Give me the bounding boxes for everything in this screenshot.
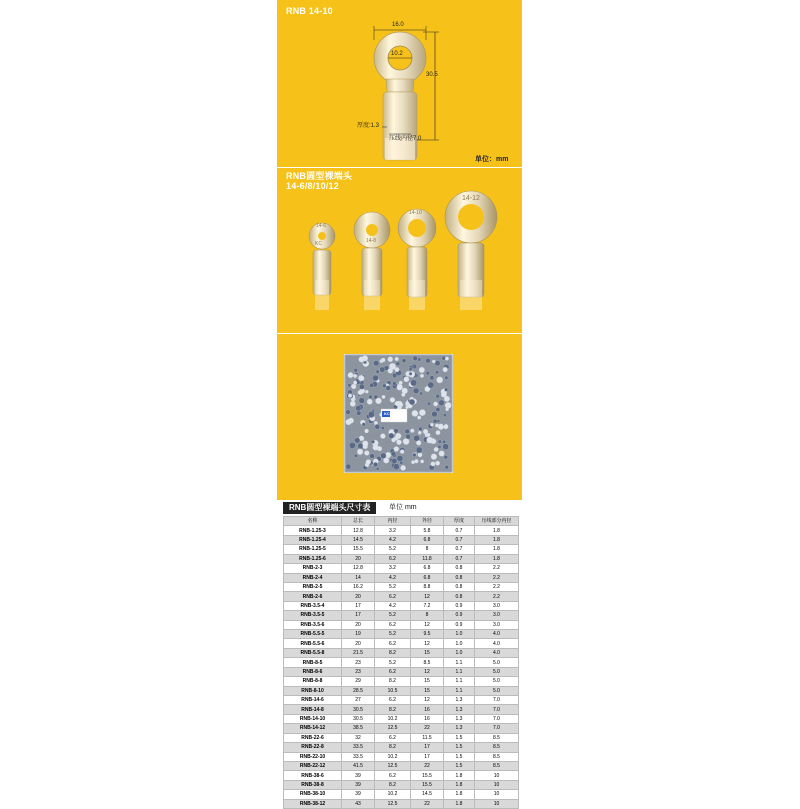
header-length: 总长: [342, 517, 375, 526]
title-line-1: RNB圆型裸端头: [286, 171, 353, 181]
table-cell: 10.5: [375, 686, 411, 695]
table-cell: 1.0: [444, 639, 475, 648]
table-cell: 2.2: [475, 573, 519, 582]
table-cell: RNB-22-6: [284, 733, 342, 742]
table-cell: 4.2: [375, 535, 411, 544]
table-cell: RNB-2-4: [284, 573, 342, 582]
table-cell: 10.2: [375, 752, 411, 761]
table-cell: 3.2: [375, 564, 411, 573]
table-cell: 6.2: [375, 733, 411, 742]
terminal-variants-image: [277, 168, 522, 333]
table-cell: RNB-1.25-4: [284, 535, 342, 544]
table-cell: 1.1: [444, 658, 475, 667]
table-unit: 单位 mm: [389, 504, 417, 511]
table-cell: 5.0: [475, 667, 519, 676]
table-cell: 0.7: [444, 535, 475, 544]
table-cell: RNB-3.5-5: [284, 611, 342, 620]
table-cell: 33.5: [342, 752, 375, 761]
table-cell: RNB-5.5-8: [284, 648, 342, 657]
table-cell: 17: [411, 743, 444, 752]
table-cell: 12.5: [375, 724, 411, 733]
table-cell: RNB-8-6: [284, 667, 342, 676]
table-cell: 12.5: [375, 799, 411, 808]
table-cell: 17: [342, 611, 375, 620]
table-cell: 41.5: [342, 761, 375, 770]
table-cell: RNB-14-8: [284, 705, 342, 714]
terminal-14-10: [398, 209, 436, 310]
table-cell: 12.8: [342, 564, 375, 573]
table-cell: RNB-14-12: [284, 724, 342, 733]
table-cell: 4.0: [475, 639, 519, 648]
table-cell: 6.2: [375, 771, 411, 780]
table-cell: 43: [342, 799, 375, 808]
size-table-section: [277, 501, 522, 807]
table-cell: RNB-2-6: [284, 592, 342, 601]
table-cell: 1.1: [444, 686, 475, 695]
table-row: [284, 592, 519, 601]
header-inner-diameter: 内径: [375, 517, 411, 526]
table-cell: RNB-8-5: [284, 658, 342, 667]
table-cell: 12: [411, 639, 444, 648]
table-cell: 4.2: [375, 573, 411, 582]
table-row: [284, 611, 519, 620]
table-cell: RNB-1.25-3: [284, 526, 342, 535]
table-cell: 9.5: [411, 630, 444, 639]
table-cell: 5.2: [375, 630, 411, 639]
table-cell: 17: [411, 752, 444, 761]
bag-brand-label: KC: [384, 411, 390, 416]
table-cell: 7.0: [475, 714, 519, 723]
product-variants-panel: [277, 168, 522, 333]
table-row: [284, 790, 519, 799]
height-dimension: 30.5: [426, 72, 438, 78]
table-row: [284, 743, 519, 752]
table-cell: 15.5: [411, 780, 444, 789]
table-cell: 14.5: [411, 790, 444, 799]
table-cell: 12: [411, 696, 444, 705]
table-cell: 6.2: [375, 620, 411, 629]
table-cell: 10: [475, 780, 519, 789]
table-cell: 1.1: [444, 677, 475, 686]
header-thickness: 厚度: [444, 517, 475, 526]
table-cell: 7.0: [475, 705, 519, 714]
table-cell: RNB-5.5-6: [284, 639, 342, 648]
table-cell: RNB-14-6: [284, 696, 342, 705]
table-cell: 14: [342, 573, 375, 582]
table-cell: 1.0: [444, 648, 475, 657]
table-cell: 20: [342, 592, 375, 601]
table-cell: 1.3: [444, 705, 475, 714]
table-cell: 29: [342, 677, 375, 686]
table-cell: 2.2: [475, 592, 519, 601]
table-cell: 4.2: [375, 601, 411, 610]
table-cell: RNB-38-6: [284, 771, 342, 780]
table-cell: 0.8: [444, 564, 475, 573]
table-cell: RNB-14-10: [284, 714, 342, 723]
table-cell: 22: [411, 724, 444, 733]
table-cell: 12: [411, 620, 444, 629]
table-cell: 8.2: [375, 648, 411, 657]
table-row: [284, 620, 519, 629]
table-cell: 15: [411, 648, 444, 657]
table-cell: 6.2: [375, 667, 411, 676]
table-cell: RNB-2-3: [284, 564, 342, 573]
table-row: [284, 535, 519, 544]
table-cell: 10.2: [375, 790, 411, 799]
table-row: [284, 761, 519, 770]
table-row: [284, 780, 519, 789]
table-cell: 1.5: [444, 743, 475, 752]
table-row: [284, 667, 519, 676]
table-cell: 6.2: [375, 554, 411, 563]
table-cell: 4.0: [475, 648, 519, 657]
table-cell: 1.3: [444, 724, 475, 733]
table-cell: 16.2: [342, 582, 375, 591]
table-cell: 1.3: [444, 696, 475, 705]
table-row: [284, 648, 519, 657]
table-cell: 3.0: [475, 620, 519, 629]
table-cell: 14.5: [342, 535, 375, 544]
stamp-14-8: 14-8: [366, 238, 377, 244]
table-cell: 0.7: [444, 545, 475, 554]
table-cell: 27: [342, 696, 375, 705]
table-cell: 17: [342, 601, 375, 610]
table-cell: 3.0: [475, 601, 519, 610]
table-cell: 28.5: [342, 686, 375, 695]
table-cell: RNB-2-5: [284, 582, 342, 591]
table-cell: RNB-38-12: [284, 799, 342, 808]
crimp-dimension: 压线内径7.0: [389, 136, 422, 142]
table-cell: 6.2: [375, 696, 411, 705]
table-cell: RNB-1.25-6: [284, 554, 342, 563]
table-cell: 1.0: [444, 630, 475, 639]
table-cell: 0.8: [444, 592, 475, 601]
table-row: [284, 582, 519, 591]
table-row: [284, 696, 519, 705]
table-cell: 1.8: [475, 535, 519, 544]
table-cell: RNB-22-12: [284, 761, 342, 770]
panel-title: RNB 14-10: [286, 6, 333, 16]
table-cell: 21.5: [342, 648, 375, 657]
table-cell: 33.5: [342, 743, 375, 752]
table-cell: 30.5: [342, 714, 375, 723]
table-cell: 5.2: [375, 611, 411, 620]
terminal-14-8: [354, 212, 390, 310]
table-row: [284, 714, 519, 723]
table-cell: 30.5: [342, 705, 375, 714]
table-row: [284, 733, 519, 742]
table-cell: 11.8: [411, 554, 444, 563]
table-cell: 2.2: [475, 582, 519, 591]
table-cell: RNB-1.25-5: [284, 545, 342, 554]
table-cell: 8: [411, 545, 444, 554]
table-cell: 39: [342, 780, 375, 789]
table-row: [284, 724, 519, 733]
inner-diameter-dimension: 10.2: [391, 51, 403, 57]
table-cell: 5.0: [475, 686, 519, 695]
table-cell: 1.3: [444, 714, 475, 723]
table-cell: 5.2: [375, 582, 411, 591]
table-cell: 15: [411, 677, 444, 686]
table-cell: 23: [342, 667, 375, 676]
table-cell: 12.5: [375, 761, 411, 770]
table-cell: 19: [342, 630, 375, 639]
table-cell: 0.9: [444, 611, 475, 620]
table-cell: 8.2: [375, 780, 411, 789]
terminal-14-12: [445, 191, 497, 310]
table-cell: 32: [342, 733, 375, 742]
table-cell: 7.0: [475, 724, 519, 733]
table-cell: 8.5: [411, 658, 444, 667]
table-cell: 0.8: [444, 582, 475, 591]
table-cell: 20: [342, 639, 375, 648]
table-cell: 15.5: [342, 545, 375, 554]
table-row: [284, 554, 519, 563]
table-cell: 1.1: [444, 667, 475, 676]
table-cell: RNB-3.5-4: [284, 601, 342, 610]
table-cell: 3.0: [475, 611, 519, 620]
table-cell: 1.8: [444, 780, 475, 789]
stamp-14-12: 14-12: [462, 195, 480, 202]
table-row: [284, 686, 519, 695]
table-cell: 16: [411, 714, 444, 723]
table-cell: 10.2: [375, 714, 411, 723]
table-cell: 6.2: [375, 639, 411, 648]
table-cell: 6.8: [411, 535, 444, 544]
table-cell: 1.8: [475, 554, 519, 563]
unit-label: 单位：mm: [475, 156, 509, 163]
table-cell: RNB-22-10: [284, 752, 342, 761]
table-cell: 5.2: [375, 658, 411, 667]
table-cell: 12: [411, 592, 444, 601]
size-table: [283, 516, 519, 809]
table-row: [284, 545, 519, 554]
table-cell: 8.2: [375, 705, 411, 714]
table-cell: 0.7: [444, 554, 475, 563]
table-cell: 39: [342, 790, 375, 799]
header-crimp-diameter: 压线部分内径: [475, 517, 519, 526]
table-cell: 0.9: [444, 620, 475, 629]
table-cell: 1.8: [444, 799, 475, 808]
table-cell: 6.2: [375, 592, 411, 601]
table-cell: 22: [411, 761, 444, 770]
table-cell: 5.2: [375, 545, 411, 554]
table-cell: 15.5: [411, 771, 444, 780]
table-row: [284, 526, 519, 535]
table-cell: 16: [411, 705, 444, 714]
table-cell: 2.2: [475, 564, 519, 573]
table-cell: 8.2: [375, 677, 411, 686]
table-cell: 8: [411, 611, 444, 620]
table-row: [284, 573, 519, 582]
table-cell: 23: [342, 658, 375, 667]
table-cell: 8.5: [475, 752, 519, 761]
table-cell: 39: [342, 771, 375, 780]
table-cell: 1.5: [444, 752, 475, 761]
table-cell: 0.8: [444, 573, 475, 582]
table-cell: 1.8: [444, 790, 475, 799]
table-row: [284, 639, 519, 648]
table-cell: 10: [475, 771, 519, 780]
terminal-14-6: [309, 223, 335, 310]
terminal-bag-image: [344, 354, 453, 473]
table-cell: 1.5: [444, 761, 475, 770]
table-cell: RNB-38-10: [284, 790, 342, 799]
table-cell: RNB-22-8: [284, 743, 342, 752]
table-cell: 8.8: [411, 582, 444, 591]
table-cell: 11.5: [411, 733, 444, 742]
table-row: [284, 705, 519, 714]
table-cell: RNB-38-8: [284, 780, 342, 789]
table-row: [284, 771, 519, 780]
table-cell: 12: [411, 667, 444, 676]
table-cell: 8.5: [475, 733, 519, 742]
table-cell: 12.8: [342, 526, 375, 535]
table-row: [284, 601, 519, 610]
table-cell: RNB-5.5-5: [284, 630, 342, 639]
table-cell: 1.8: [475, 545, 519, 554]
table-cell: 5.8: [411, 526, 444, 535]
table-cell: 7.0: [475, 696, 519, 705]
table-row: [284, 799, 519, 808]
table-cell: 8.5: [475, 761, 519, 770]
dimension-panel: [277, 0, 522, 167]
table-row: [284, 677, 519, 686]
table-header-row: [284, 517, 519, 526]
thickness-dimension: 厚度:1.3: [357, 123, 380, 129]
table-row: [284, 564, 519, 573]
table-cell: 22: [411, 799, 444, 808]
header-outer-diameter: 外径: [411, 517, 444, 526]
table-row: [284, 752, 519, 761]
brand-mark: KC: [315, 241, 322, 247]
table-cell: 15: [411, 686, 444, 695]
table-cell: RNB-8-10: [284, 686, 342, 695]
table-cell: 20: [342, 554, 375, 563]
table-cell: 0.7: [444, 526, 475, 535]
table-cell: 1.5: [444, 733, 475, 742]
stamp-14-10: 14-10: [409, 210, 422, 216]
table-cell: 8.5: [475, 743, 519, 752]
table-body: [284, 526, 519, 809]
table-cell: 4.0: [475, 630, 519, 639]
table-row: [284, 658, 519, 667]
table-cell: RNB-8-8: [284, 677, 342, 686]
table-cell: 6.8: [411, 564, 444, 573]
table-cell: 0.9: [444, 601, 475, 610]
table-cell: RNB-3.5-6: [284, 620, 342, 629]
table-cell: 5.0: [475, 677, 519, 686]
table-cell: 10: [475, 799, 519, 808]
table-cell: 6.8: [411, 573, 444, 582]
header-name: 名称: [284, 517, 342, 526]
table-cell: 10: [475, 790, 519, 799]
bulk-bag-panel: [277, 334, 522, 500]
table-row: [284, 630, 519, 639]
table-cell: 20: [342, 620, 375, 629]
table-title: RNB圆型裸端头尺寸表: [283, 502, 376, 514]
table-cell: 5.0: [475, 658, 519, 667]
table-cell: 8.2: [375, 743, 411, 752]
table-cell: 38.5: [342, 724, 375, 733]
stamp-14-6: 14-6: [316, 223, 327, 229]
table-cell: 3.2: [375, 526, 411, 535]
table-cell: 1.8: [475, 526, 519, 535]
title-line-2: 14-6/8/10/12: [286, 181, 339, 191]
width-dimension: 16.0: [392, 22, 404, 28]
table-cell: 7.2: [411, 601, 444, 610]
table-cell: 1.8: [444, 771, 475, 780]
